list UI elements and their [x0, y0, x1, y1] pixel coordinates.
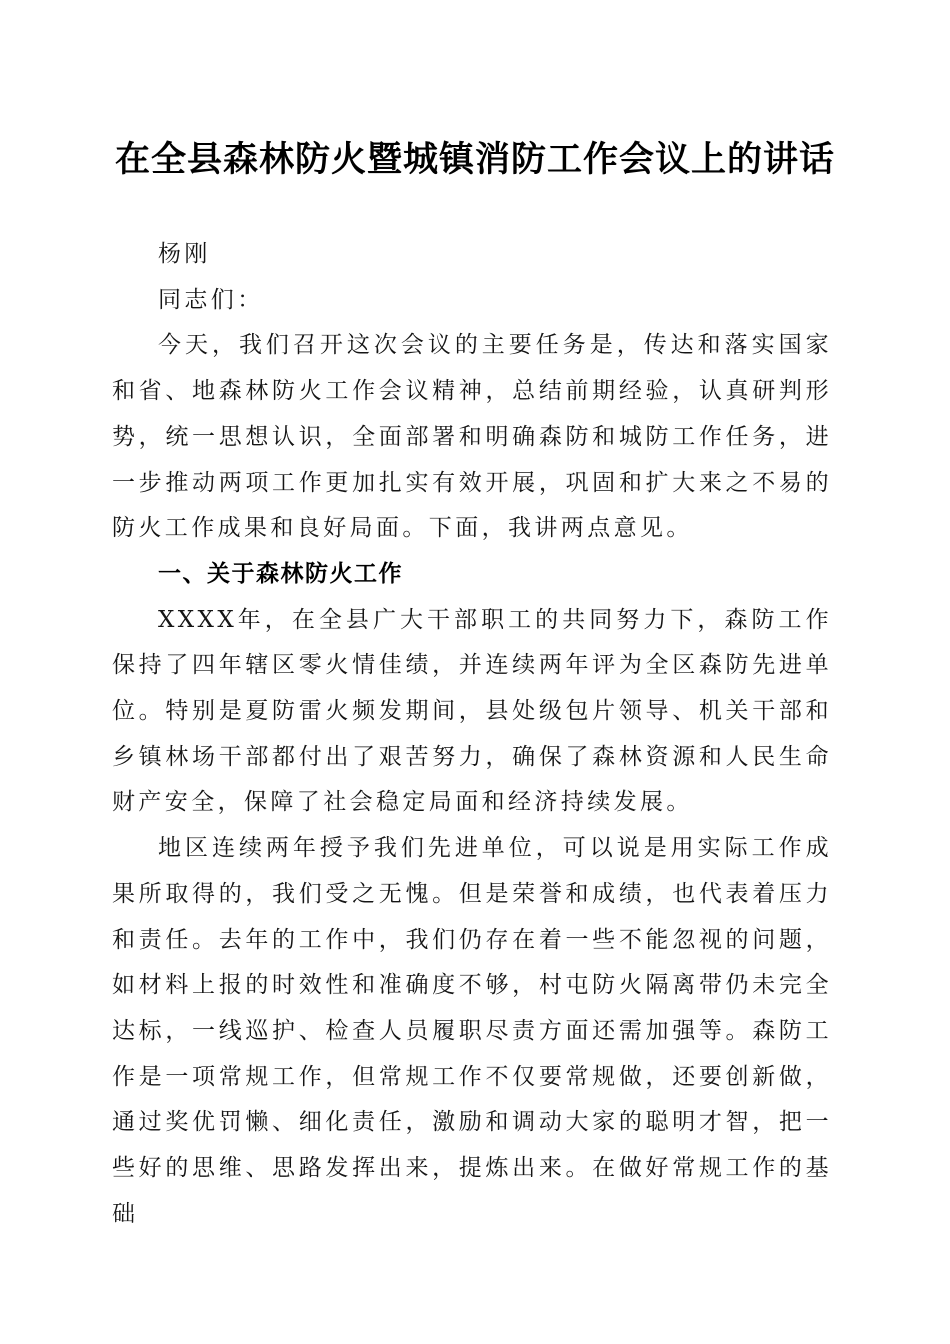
- salutation: 同志们：: [158, 286, 264, 313]
- section-heading: 一、关于森林防火工作: [158, 560, 403, 587]
- paragraph-problems: 地区连续两年授予我们先进单位，可以说是用实际工作成果所取得的，我们受之无愧。但是荣誉和成绩，也代表着压力和责任。去年的工作中，我们仍存在着一些不能忽视的问题，如材料上报的时效性和准确度不够，村屯防火隔离带仍未完全达标，一线巡护、检查人员履职尽责方面还需加强等。森防工作是一项常规工作，但常规工作不仅要常规做，还要创新做，通过奖优罚懒、细化责任，激励和调动大家的聪明才智，把一些好的思维、思路发挥出来，提炼出来。在做好常规工作的基础: [112, 835, 832, 1227]
- document-title: 在全县森林防火暨城镇消防工作会议上的讲话: [114, 139, 835, 180]
- paragraph-achievements: XXXX年，在全县广大干部职工的共同努力下，森防工作保持了四年辖区零火情佳绩，并连续两年评为全区森防先进单位。特别是夏防雷火频发期间，县处级包片领导、机关干部和乡镇林场干部都付出了艰苦努力，确保了森林资源和人民生命财产安全，保障了社会稳定局面和经济持续发展。: [112, 606, 832, 816]
- paragraph-intro: 今天，我们召开这次会议的主要任务是，传达和落实国家和省、地森林防火工作会议精神，总结前期经验，认真研判形势，统一思想认识，全面部署和明确森防和城防工作任务，进一步推动两项工作更加扎实有效开展，巩固和扩大来之不易的防火工作成果和良好局面。下面，我讲两点意见。: [112, 332, 832, 542]
- author-line: 杨刚: [158, 241, 211, 267]
- document-body: [112, 232, 832, 1237]
